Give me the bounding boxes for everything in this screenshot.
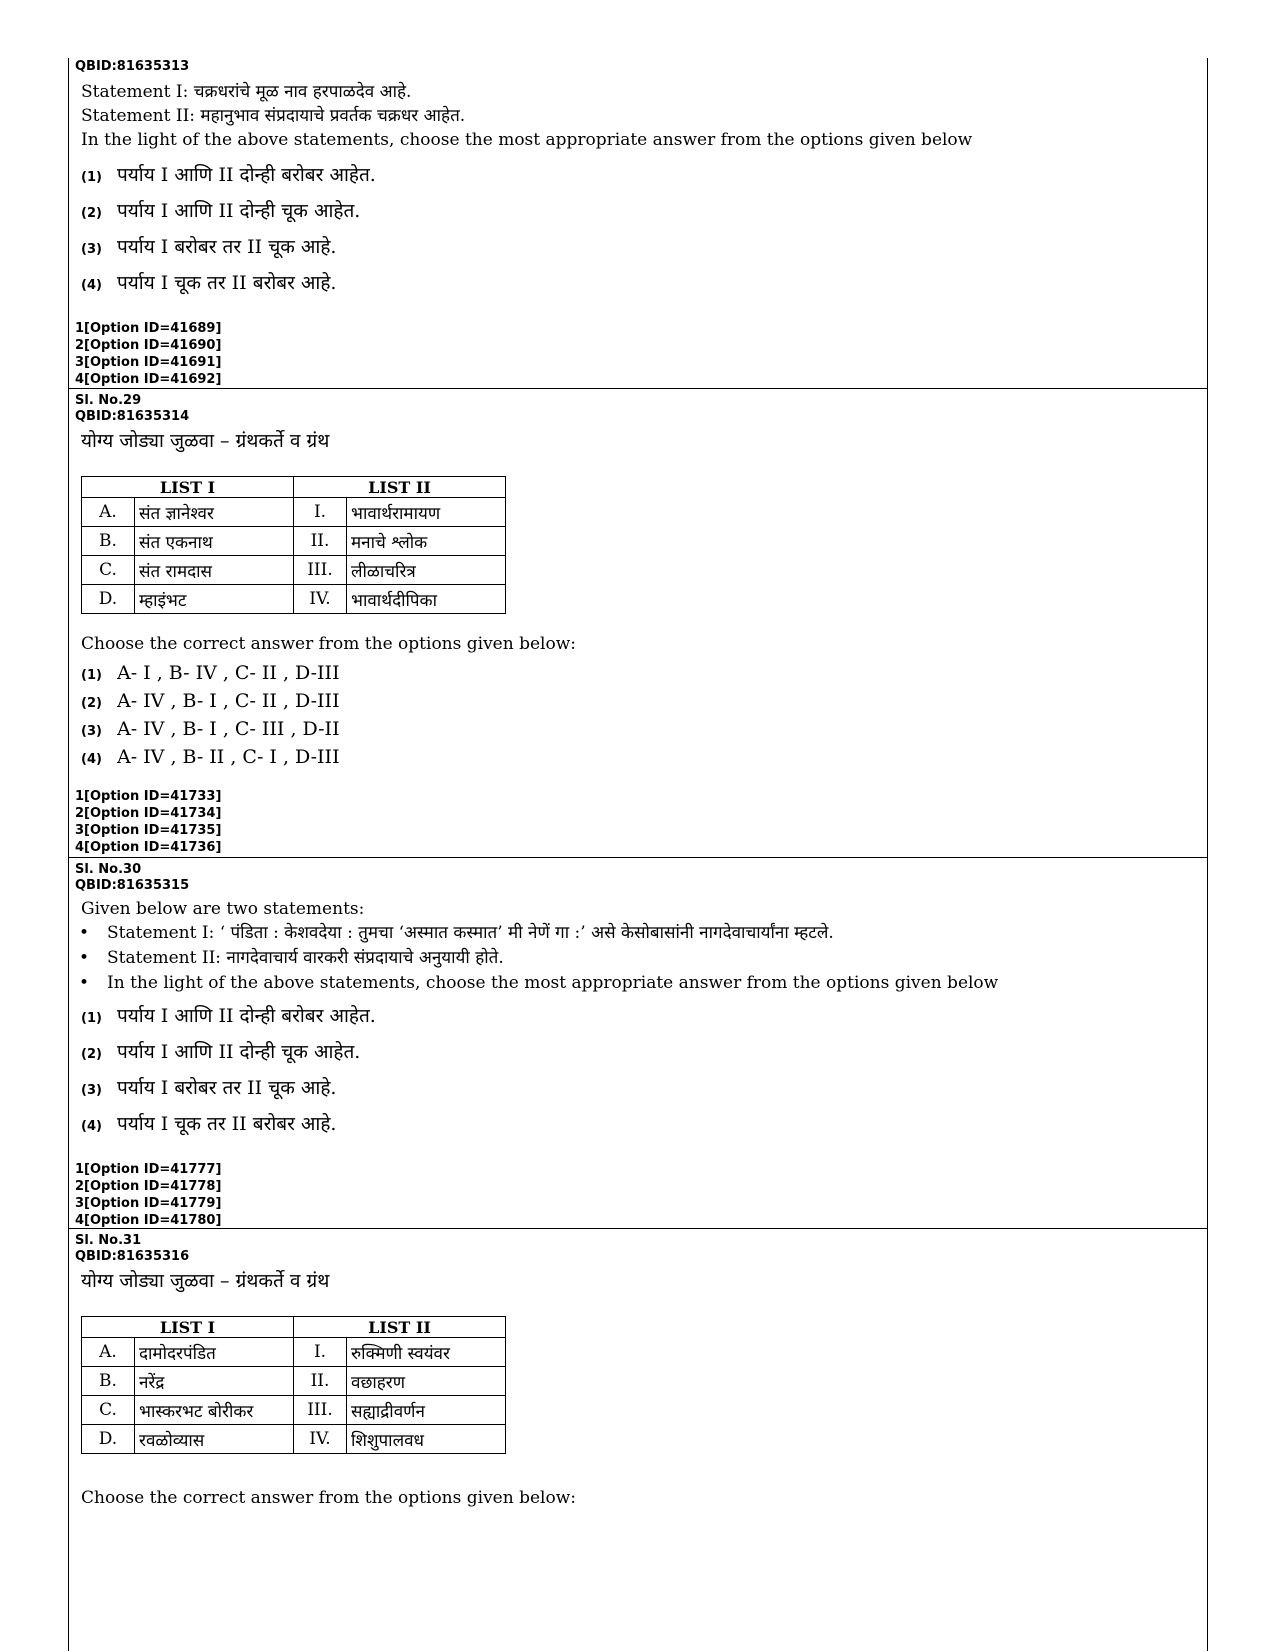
table-row: D. म्हाइंभट IV. भावार्थदीपिका (82, 585, 506, 614)
table-row: A. संत ज्ञानेश्वर I. भावार्थरामायण (82, 498, 506, 527)
serial-number: Sl. No.29 (75, 393, 142, 408)
question-paper-frame (68, 58, 1208, 1651)
list-1-header: LIST I (82, 1317, 294, 1338)
list-2-header: LIST II (294, 477, 506, 498)
table-row: C. भास्करभट बोरीकर III. सह्याद्रीवर्णन (82, 1396, 506, 1425)
table-row: C. संत रामदास III. लीळाचरित्र (82, 556, 506, 585)
table-row: D. रवळोव्यास IV. शिशुपालवध (82, 1425, 506, 1454)
list-2-header: LIST II (294, 1317, 506, 1338)
option-4: (4) A- IV , B- II , C- I , D-III (81, 746, 340, 768)
instruction: In the light of the above statements, choose the most appropriate answer from the options given below (81, 130, 973, 150)
option-3: (3) A- IV , B- I , C- III , D-II (81, 718, 340, 740)
option-2: (2) पर्याय I आणि II दोन्ही चूक आहेत. (81, 1041, 361, 1063)
instruction: Choose the correct answer from the options given below: (81, 1488, 576, 1508)
table-row: B. नरेंद्र II. वछाहरण (82, 1367, 506, 1396)
qbid: QBID:81635313 (75, 59, 190, 74)
serial-number: Sl. No.30 (75, 862, 142, 877)
statement-1: Statement I: चक्रधरांचे मूळ नाव हरपाळदेव आहे. (81, 82, 412, 102)
bullet-statement-1: • Statement I: ‘ पंडिता : केशवदेया : तुमचा ‘अस्मात कस्मात’ मी नेणें गा :’ असे केसोबासांनी नागदेवाचार्यांना म्हटले. (79, 923, 834, 943)
divider (69, 857, 1207, 858)
bullet-instruction: • In the light of the above statements, choose the most appropriate answer from the options given below (79, 973, 999, 993)
instruction: Choose the correct answer from the options given below: (81, 634, 576, 654)
option-2: (2) पर्याय I आणि II दोन्ही चूक आहेत. (81, 200, 361, 222)
option-3: (3) पर्याय I बरोबर तर II चूक आहे. (81, 236, 337, 258)
serial-number: Sl. No.31 (75, 1233, 142, 1248)
option-1: (1) पर्याय I आणि II दोन्ही बरोबर आहेत. (81, 164, 376, 186)
intro: Given below are two statements: (81, 899, 365, 919)
prompt: योग्य जोड्या जुळवा – ग्रंथकर्ते व ग्रंथ (81, 1270, 330, 1292)
option-3: (3) पर्याय I बरोबर तर II चूक आहे. (81, 1077, 337, 1099)
option-4: (4) पर्याय I चूक तर II बरोबर आहे. (81, 272, 337, 294)
qbid: QBID:81635314 (75, 409, 190, 424)
match-table (81, 1316, 506, 1454)
option-ids: 1[Option ID=41777] 2[Option ID=41778] 3[Option ID=41779] 4[Option ID=41780] (75, 1162, 222, 1228)
prompt: योग्य जोड्या जुळवा – ग्रंथकर्ते व ग्रंथ (81, 430, 330, 452)
divider (69, 1228, 1207, 1229)
option-ids: 1[Option ID=41733] 2[Option ID=41734] 3[Option ID=41735] 4[Option ID=41736] (75, 789, 222, 855)
table-row: B. संत एकनाथ II. मनाचे श्लोक (82, 527, 506, 556)
list-1-header: LIST I (82, 477, 294, 498)
match-table (81, 476, 506, 614)
option-1: (1) पर्याय I आणि II दोन्ही बरोबर आहेत. (81, 1005, 376, 1027)
table-row: A. दामोदरपंडित I. रुक्मिणी स्वयंवर (82, 1338, 506, 1367)
option-2: (2) A- IV , B- I , C- II , D-III (81, 690, 340, 712)
option-4: (4) पर्याय I चूक तर II बरोबर आहे. (81, 1113, 337, 1135)
option-ids: 1[Option ID=41689] 2[Option ID=41690] 3[Option ID=41691] 4[Option ID=41692] (75, 321, 222, 387)
statement-2: Statement II: महानुभाव संप्रदायाचे प्रवर्तक चक्रधर आहेत. (81, 106, 466, 126)
bullet-statement-2: • Statement II: नागदेवाचार्य वारकरी संप्रदायाचे अनुयायी होते. (79, 948, 504, 968)
qbid: QBID:81635316 (75, 1249, 190, 1264)
qbid: QBID:81635315 (75, 878, 190, 893)
divider (69, 388, 1207, 389)
option-1: (1) A- I , B- IV , C- II , D-III (81, 662, 340, 684)
